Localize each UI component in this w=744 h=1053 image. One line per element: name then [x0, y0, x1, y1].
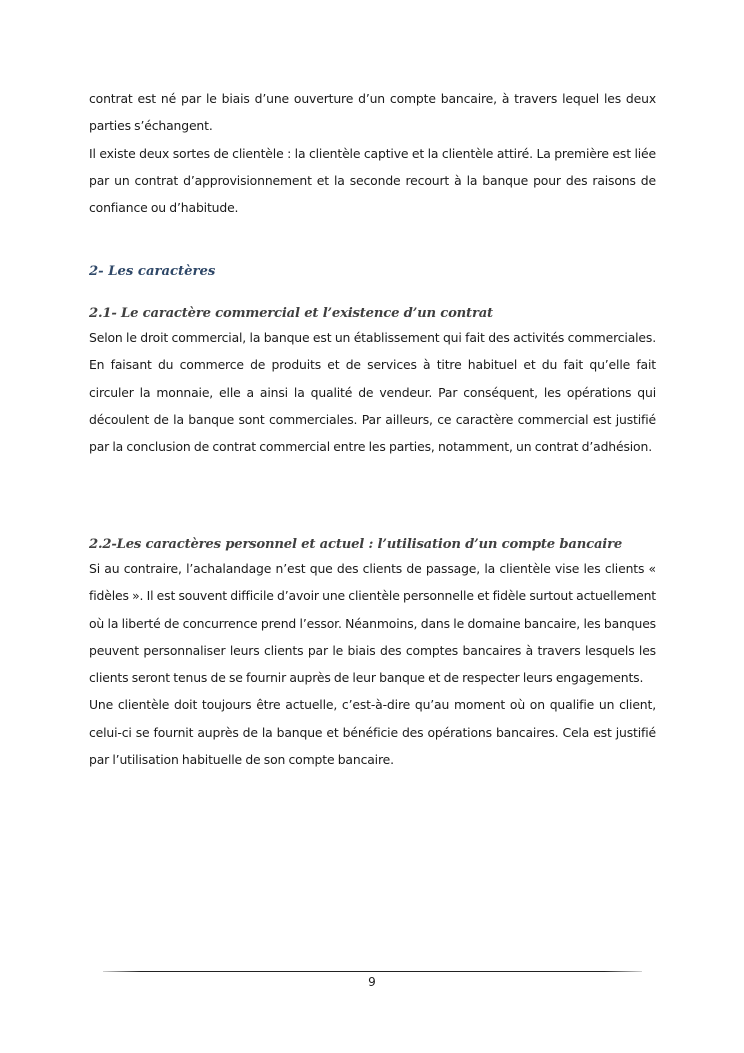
section-heading-2-2: 2.2-Les caractères personnel et actuel : l’utilisation d’un compte bancaire	[89, 537, 623, 552]
section-2-2-block	[89, 535, 656, 773]
section-2-1-paragraph: Selon le droit commercial, la banque est un établissement qui fait des activités commerciales. En faisant du commerce de produits et de services à titre habituel et du fait qu’elle fait circuler la monnaie, elle a ainsi la qualité de vendeur. Par conséquent, les opérations qui découlent de la banque sont commerciales. Par ailleurs, ce caractère commercial est justifié par la conclusion de contrat commercial entre les parties, notamment, un contrat d’adhésion.	[89, 330, 656, 455]
section-2-2-paragraph-1: Si au contraire, l’achalandage n’est que des clients de passage, la clientèle vise les clients « fidèles ». Il est souvent difficile d’avoir une clientèle personnelle et fidèle surtout actuellement où la liberté de concurrence prend l’essor. Néanmoins, dans le domaine bancaire, les banques peuvent personnaliser leurs clients par le biais des comptes bancaires à travers lesquels les clients seront tenus de se fournir auprès de leur banque et de respecter leurs engagements.	[89, 561, 656, 686]
section-2-1-block	[89, 304, 656, 460]
section-2-2-paragraph-2: Une clientèle doit toujours être actuelle, c’est-à-dire qu’au moment où on qualifie un client, celui-ci se fournit auprès de la banque et bénéficie des opérations bancaires. Cela est justifié par l’utilisation habituelle de son compte bancaire.	[89, 697, 656, 768]
intro-paragraph-1: contrat est né par le biais d’une ouverture d’un compte bancaire, à travers lequel les deux parties s’échangent.	[89, 91, 656, 134]
intro-paragraph-2: Il existe deux sortes de clientèle : la clientèle captive et la clientèle attiré. La première est liée par un contrat d’approvisionnement et la seconde recourt à la banque pour des raisons de confiance ou d’habitude.	[89, 145, 656, 216]
page-number: 9	[368, 975, 376, 989]
footer-divider	[103, 971, 642, 972]
section-heading-2: 2- Les caractères	[89, 264, 216, 279]
intro-block	[89, 85, 656, 221]
section-heading-2-1: 2.1- Le caractère commercial et l’existence d’un contrat	[89, 306, 493, 321]
